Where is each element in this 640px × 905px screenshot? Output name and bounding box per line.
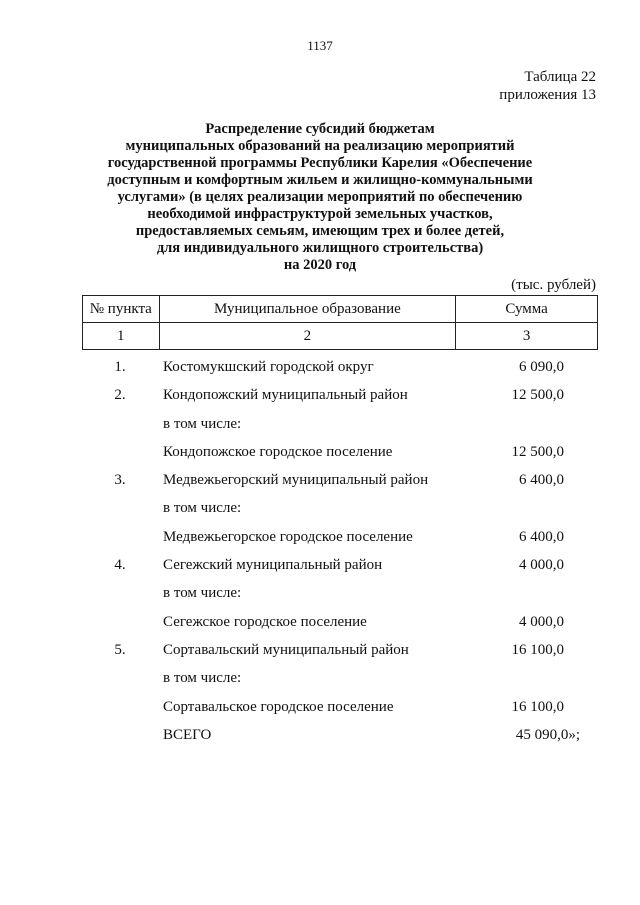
title-line: для индивидуального жилищного строительства)	[156, 240, 484, 256]
row-number: 2.	[114, 387, 126, 404]
row-municipality: в том числе:	[163, 500, 242, 517]
units-label: (тыс. рублей)	[511, 277, 596, 293]
table-row	[82, 469, 598, 497]
total-amount: 45 090,0»;	[515, 726, 580, 743]
table-row	[82, 384, 598, 412]
row-municipality: Сегежский муниципальный район	[163, 557, 383, 574]
title-line: доступным и комфортным жильем и жилищно-коммунальными	[107, 172, 533, 188]
budget-table-header	[82, 295, 598, 350]
row-municipality: Костомукшский городской округ	[163, 359, 374, 375]
table-row	[82, 413, 598, 441]
table-row	[82, 639, 598, 667]
row-number: 5.	[114, 641, 126, 658]
row-amount: 6 400,0	[519, 528, 564, 545]
title-line: государственной программы Республики Карелия «Обеспечение	[107, 155, 533, 171]
total-label: ВСЕГО	[163, 726, 212, 743]
row-amount: 6 090,0	[519, 359, 564, 375]
title-line: необходимой инфраструктурой земельных участков,	[147, 206, 493, 222]
row-municipality: в том числе:	[163, 415, 242, 432]
appendix-label: приложения 13	[499, 87, 596, 103]
table-body	[82, 356, 598, 752]
row-amount: 12 500,0	[511, 387, 564, 404]
title-line: Распределение субсидий бюджетам	[205, 121, 435, 137]
row-amount: 4 000,0	[519, 613, 564, 630]
row-municipality: в том числе:	[163, 670, 242, 687]
table-row	[82, 441, 598, 469]
table-row	[82, 611, 598, 639]
row-amount: 16 100,0	[511, 641, 564, 658]
table-label: Таблица 22	[524, 69, 596, 85]
column-header-number: № пункта	[83, 296, 160, 323]
row-municipality: Сортавальский муниципальный район	[163, 641, 409, 658]
column-number-row	[83, 323, 598, 350]
title-line: услугами» (в целях реализации мероприятий по обеспечению	[117, 189, 523, 205]
total-row	[82, 724, 598, 752]
row-municipality: в том числе:	[163, 585, 242, 602]
row-number: 3.	[114, 472, 126, 489]
table-row	[82, 696, 598, 724]
row-municipality: Кондопожский муниципальный район	[163, 387, 408, 404]
title-line: на 2020 год	[283, 257, 357, 273]
page-number: 1137	[307, 38, 333, 53]
document-title	[60, 121, 580, 274]
table-row	[82, 526, 598, 554]
row-number: 4.	[114, 557, 126, 574]
table-row	[82, 554, 598, 582]
table-row	[82, 356, 598, 384]
row-municipality: Медвежьегорский муниципальный район	[163, 472, 429, 489]
row-municipality: Медвежьегорское городское поселение	[163, 528, 413, 545]
column-number: 2	[159, 323, 456, 350]
table-row	[82, 582, 598, 610]
table-row	[82, 667, 598, 695]
table-row	[82, 497, 598, 525]
column-header-municipality: Муниципальное образование	[159, 296, 456, 323]
row-amount: 4 000,0	[519, 557, 564, 574]
column-number: 1	[83, 323, 160, 350]
row-municipality: Сегежское городское поселение	[163, 613, 367, 630]
row-amount: 12 500,0	[511, 443, 564, 460]
column-header-amount: Сумма	[456, 296, 598, 323]
row-amount: 6 400,0	[519, 472, 564, 489]
title-line: предоставляемых семьям, имеющим трех и более детей,	[135, 223, 505, 239]
row-municipality: Кондопожское городское поселение	[163, 443, 393, 460]
title-line: муниципальных образований на реализацию мероприятий	[125, 138, 515, 154]
header-row	[83, 296, 598, 323]
table-reference	[499, 68, 596, 104]
row-amount: 16 100,0	[511, 698, 564, 715]
row-number: 1.	[114, 359, 126, 375]
column-number: 3	[456, 323, 598, 350]
row-municipality: Сортавальское городское поселение	[163, 698, 394, 715]
